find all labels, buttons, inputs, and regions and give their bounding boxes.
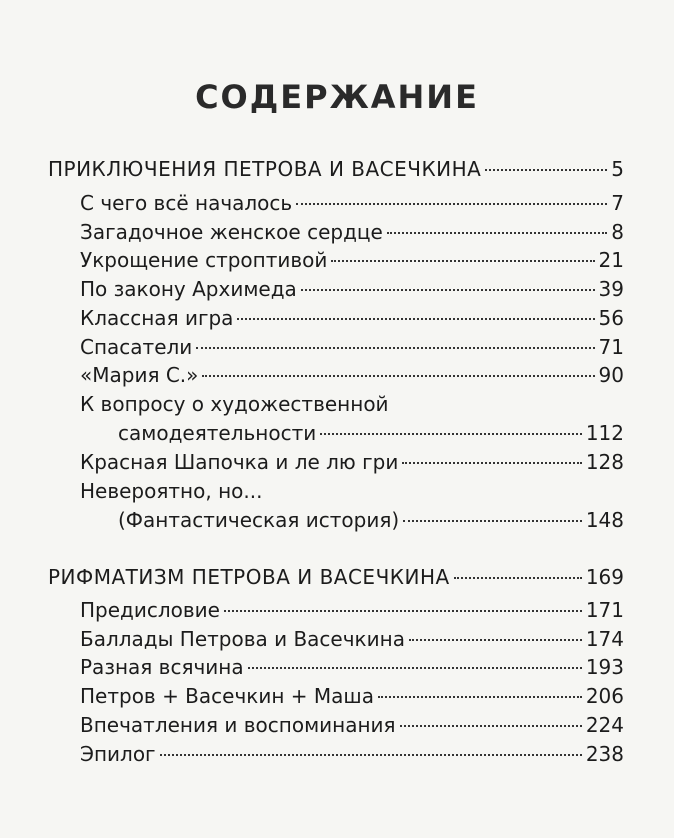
entry-title: Укрощение строптивой (80, 248, 328, 272)
entry-title: Предисловие (80, 598, 220, 622)
page-number: 174 (585, 627, 624, 651)
page-number: 193 (585, 655, 624, 679)
entry-title: С чего всё началось (80, 191, 293, 215)
section-title: РИФМАТИЗМ ПЕТРОВА И ВАСЕЧКИНА (48, 565, 450, 589)
dot-leader (378, 696, 582, 698)
page-number: 71 (598, 335, 624, 359)
toc-entry (118, 421, 624, 445)
page-number: 224 (585, 713, 624, 737)
page-number: 90 (598, 363, 624, 387)
entry-title: Загадочное женское сердце (80, 220, 383, 244)
toc-entry (80, 627, 624, 651)
dot-leader (485, 169, 607, 171)
toc-section-heading (48, 565, 624, 589)
entry-title: Впечатления и воспоминания (80, 713, 396, 737)
page-number: 171 (585, 598, 624, 622)
entry-title: Баллады Петрова и Васечкина (80, 627, 405, 651)
page-number: 112 (585, 421, 624, 445)
toc-entry (80, 191, 624, 215)
toc-entry (80, 363, 624, 387)
dot-leader (409, 639, 582, 641)
toc-entry (80, 713, 624, 737)
toc-entry (80, 248, 624, 272)
page-number: 206 (585, 684, 624, 708)
page-number: 5 (611, 157, 624, 181)
section-title: ПРИКЛЮЧЕНИЯ ПЕТРОВА И ВАСЕЧКИНА (48, 157, 482, 181)
dot-leader (320, 433, 582, 435)
dot-leader (403, 520, 582, 522)
toc-entry (118, 508, 624, 532)
toc-entry (80, 742, 624, 766)
page-number: 56 (598, 306, 624, 330)
page-title: СОДЕРЖАНИЕ (195, 78, 479, 116)
dot-leader (402, 462, 582, 464)
entry-title: Разная всячина (80, 655, 244, 679)
toc-entry (80, 306, 624, 330)
entry-title: «Мария С.» (80, 363, 199, 387)
toc-section-heading (48, 157, 624, 181)
entry-title-line1: К вопросу о художественной (80, 392, 389, 416)
entry-title: Классная игра (80, 306, 234, 330)
toc-entry (80, 450, 624, 474)
page-number: 148 (585, 508, 624, 532)
dot-leader (248, 667, 582, 669)
toc-entry (80, 655, 624, 679)
page-number: 21 (598, 248, 624, 272)
dot-leader (160, 754, 582, 756)
toc-entry (80, 598, 624, 622)
entry-title: самодеятельности (118, 421, 317, 445)
dot-leader (301, 289, 595, 291)
entry-title: Спасатели (80, 335, 193, 359)
page-number: 7 (611, 191, 624, 215)
page-number: 8 (611, 220, 624, 244)
toc-entry (80, 335, 624, 359)
entry-title: Красная Шапочка и ле лю гри (80, 450, 399, 474)
toc-entry (80, 220, 624, 244)
toc-entry (80, 684, 624, 708)
entry-title: Петров + Васечкин + Маша (80, 684, 374, 708)
entry-title: (Фантастическая история) (118, 508, 400, 532)
dot-leader (387, 232, 607, 234)
dot-leader (454, 577, 582, 579)
toc-entry (80, 277, 624, 301)
entry-title-line1: Невероятно, но... (80, 479, 263, 503)
page-number: 128 (585, 450, 624, 474)
entry-title: По закону Архимеда (80, 277, 297, 301)
dot-leader (331, 260, 594, 262)
dot-leader (296, 203, 607, 205)
page-number: 238 (585, 742, 624, 766)
dot-leader (224, 610, 582, 612)
entry-title: Эпилог (80, 742, 156, 766)
dot-leader (196, 347, 594, 349)
dot-leader (237, 318, 594, 320)
page-number: 39 (598, 277, 624, 301)
dot-leader (202, 375, 594, 377)
page-number: 169 (585, 565, 624, 589)
dot-leader (400, 725, 582, 727)
